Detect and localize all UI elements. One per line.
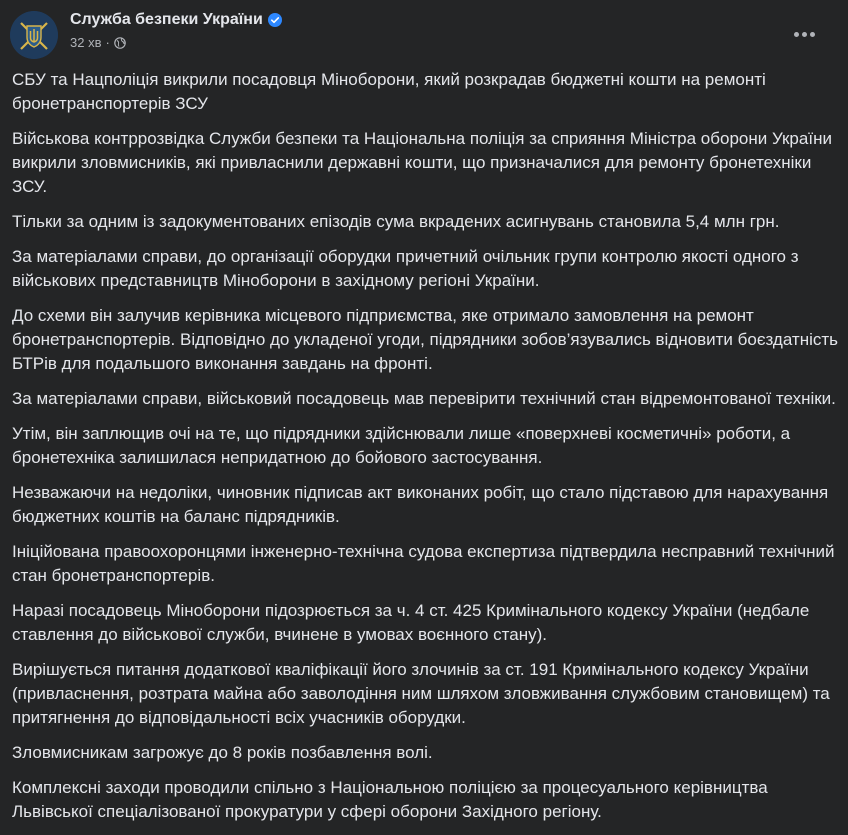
more-options-icon-dot [802, 32, 807, 37]
post-paragraph: За матеріалами справи, військовий посадовець мав перевірити технічний стан відремонтованої техніки. [12, 389, 836, 408]
meta-separator: · [105, 35, 110, 50]
more-options-icon [794, 32, 799, 37]
post-meta [70, 35, 126, 50]
post-paragraph: Незважаючи на недоліки, чиновник підписав акт виконаних робіт, що стало підставою для нарахування бюджетних коштів на баланс підрядників. [12, 483, 829, 526]
post-paragraph: Вирішується питання додаткової кваліфікації його злочинів за ст. 191 Кримінального кодексу України (привласнення, розтрата майна або заволодіння ним шляхом зловживання службовим становищем) та притягнення до відповідальності всіх учасників оборудки. [12, 660, 830, 727]
post-header [10, 10, 832, 60]
page-name[interactable] [70, 11, 282, 29]
post-paragraph: СБУ та Нацполіція викрили посадовця Міноборони, який розкрадав бюджетні кошти на ремонті бронетранспортерів ЗСУ [12, 70, 766, 113]
page-name-label: Служба безпеки України [70, 11, 263, 28]
sbu-emblem-icon[interactable] [10, 11, 58, 59]
globe-icon[interactable] [114, 37, 126, 49]
post-time[interactable]: 32 хв [70, 35, 102, 50]
post-paragraph: За матеріалами справи, до організації оборудки причетний очільник групи контролю якості одного з військових представництв Міноборони в західному регіоні України. [12, 247, 799, 290]
post-paragraph: Тільки за одним із задокументованих епізодів сума вкрадених асигнувань становила 5,4 млн грн. [12, 212, 780, 231]
post-paragraph: Утім, він заплющив очі на те, що підрядники здійснювали лише «поверхневі косметичні» роботи, а бронетехніка залишилася непридатною до бойового застосування. [12, 424, 791, 467]
post-paragraph: Наразі посадовець Міноборони підозрюється за ч. 4 ст. 425 Кримінального кодексу України (недбале ставлення до військової служби, вчинене в умовах воєнного стану). [12, 601, 810, 644]
more-options-button[interactable] [786, 16, 822, 52]
post-paragraph: Зловмисникам загрожує до 8 років позбавлення волі. [12, 743, 433, 762]
post-paragraph: До схеми він залучив керівника місцевого підприємства, яке отримало замовлення на ремонт бронетранспортерів. Відповідно до укладеної угоди, підрядники зобов’язувались відновити боєздатність БТРів для подальшого виконання завдань на фронті. [12, 306, 839, 373]
post-paragraph: Комплексні заходи проводили спільно з Національною поліцією за процесуального керівництва Львівської спеціалізованої прокуратури у сфері оборони Західного регіону. [12, 778, 768, 821]
more-options-icon-dot [810, 32, 815, 37]
verified-badge-icon [268, 13, 282, 27]
post-paragraph: Військова контррозвідка Служби безпеки та Національна поліція за сприяння Міністра оборони України викрили зловмисників, які привласнили державні кошти, що призначалися для ремонту бронетехніки ЗСУ. [12, 129, 832, 196]
post-paragraph: Ініційована правоохоронцями інженерно-технічна судова експертиза підтвердила несправний технічний стан бронетранспортерів. [12, 542, 835, 585]
post-text [12, 68, 838, 835]
